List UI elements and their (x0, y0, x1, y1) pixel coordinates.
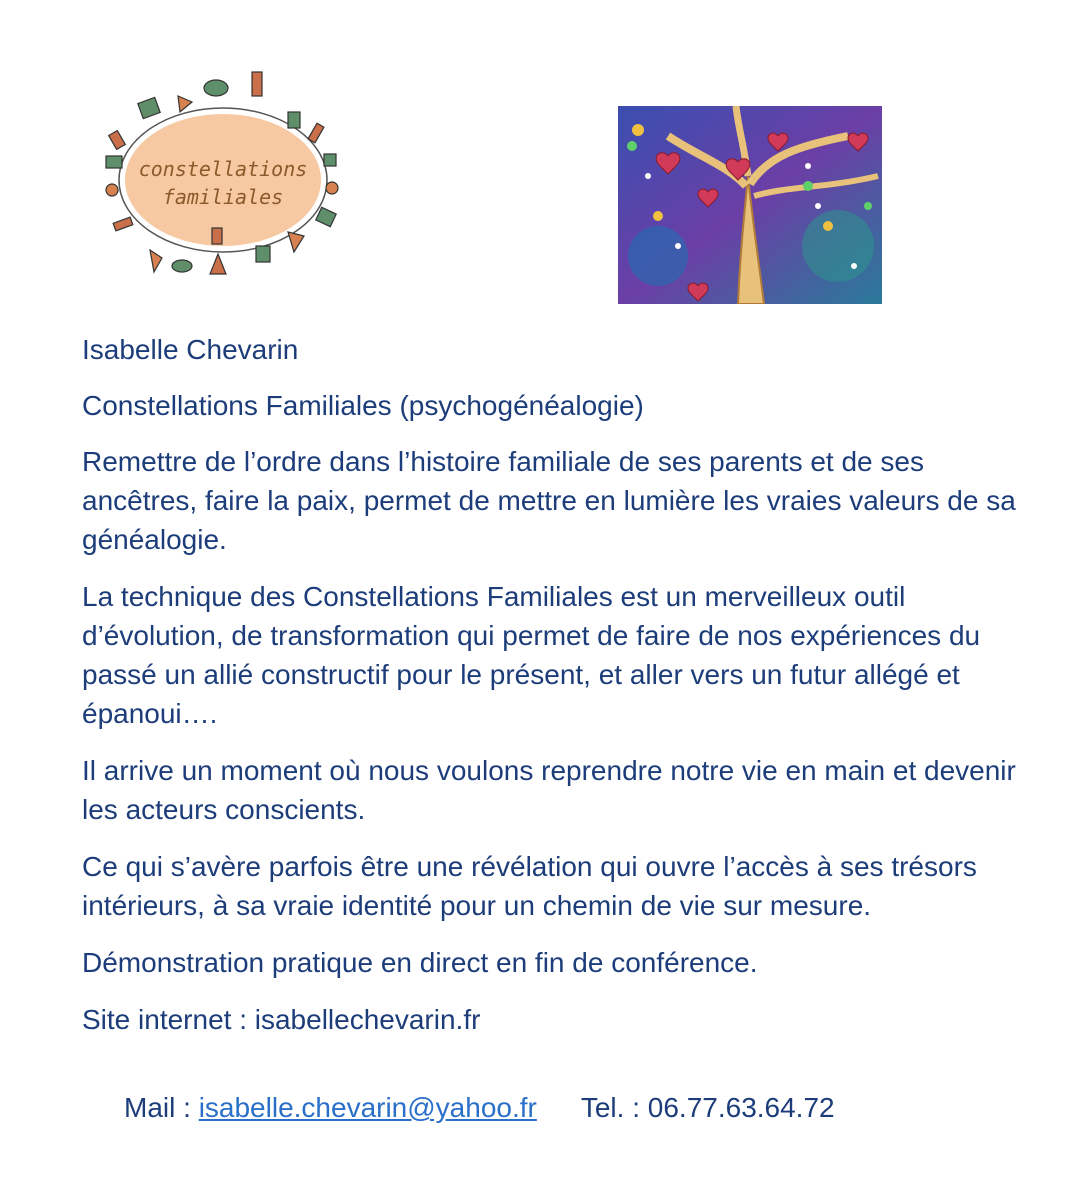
svg-text:constellations: constellations (138, 157, 308, 181)
email-link[interactable]: isabelle.chevarin@yahoo.fr (198, 1092, 537, 1123)
phone-number: Tel. : 06.77.63.64.72 (580, 1092, 835, 1123)
contact-line (124, 1088, 835, 1127)
main-text (82, 330, 1042, 1057)
subtitle: Constellations Familiales (psychogénéalogie) (82, 390, 644, 421)
tree-of-hearts-painting (618, 106, 882, 304)
paragraph: Remettre de l’ordre dans l’histoire familiale de ses parents et de ses ancêtres, faire la paix, permet de mettre en lumière les vraies valeurs de sa généalogie. (82, 446, 1016, 555)
paragraph: Il arrive un moment où nous voulons reprendre notre vie en main et devenir les acteurs conscients. (82, 755, 1016, 825)
person-name: Isabelle Chevarin (82, 334, 299, 365)
constellations-logo (92, 62, 354, 294)
paragraph: Ce qui s’avère parfois être une révélation qui ouvre l’accès à ses trésors intérieurs, à sa vraie identité pour un chemin de vie sur mesure. (82, 851, 977, 921)
paragraph: Démonstration pratique en direct en fin de conférence. (82, 947, 758, 978)
svg-text:familiales: familiales (162, 185, 284, 209)
mail-label: Mail : (124, 1092, 199, 1123)
website-line: Site internet : isabellechevarin.fr (82, 1004, 481, 1035)
paragraph: La technique des Constellations Familiales est un merveilleux outil d’évolution, de transformation qui permet de faire de nos expériences du passé un allié constructif pour le présent, et aller vers un futur allégé et épanoui…. (82, 581, 981, 729)
